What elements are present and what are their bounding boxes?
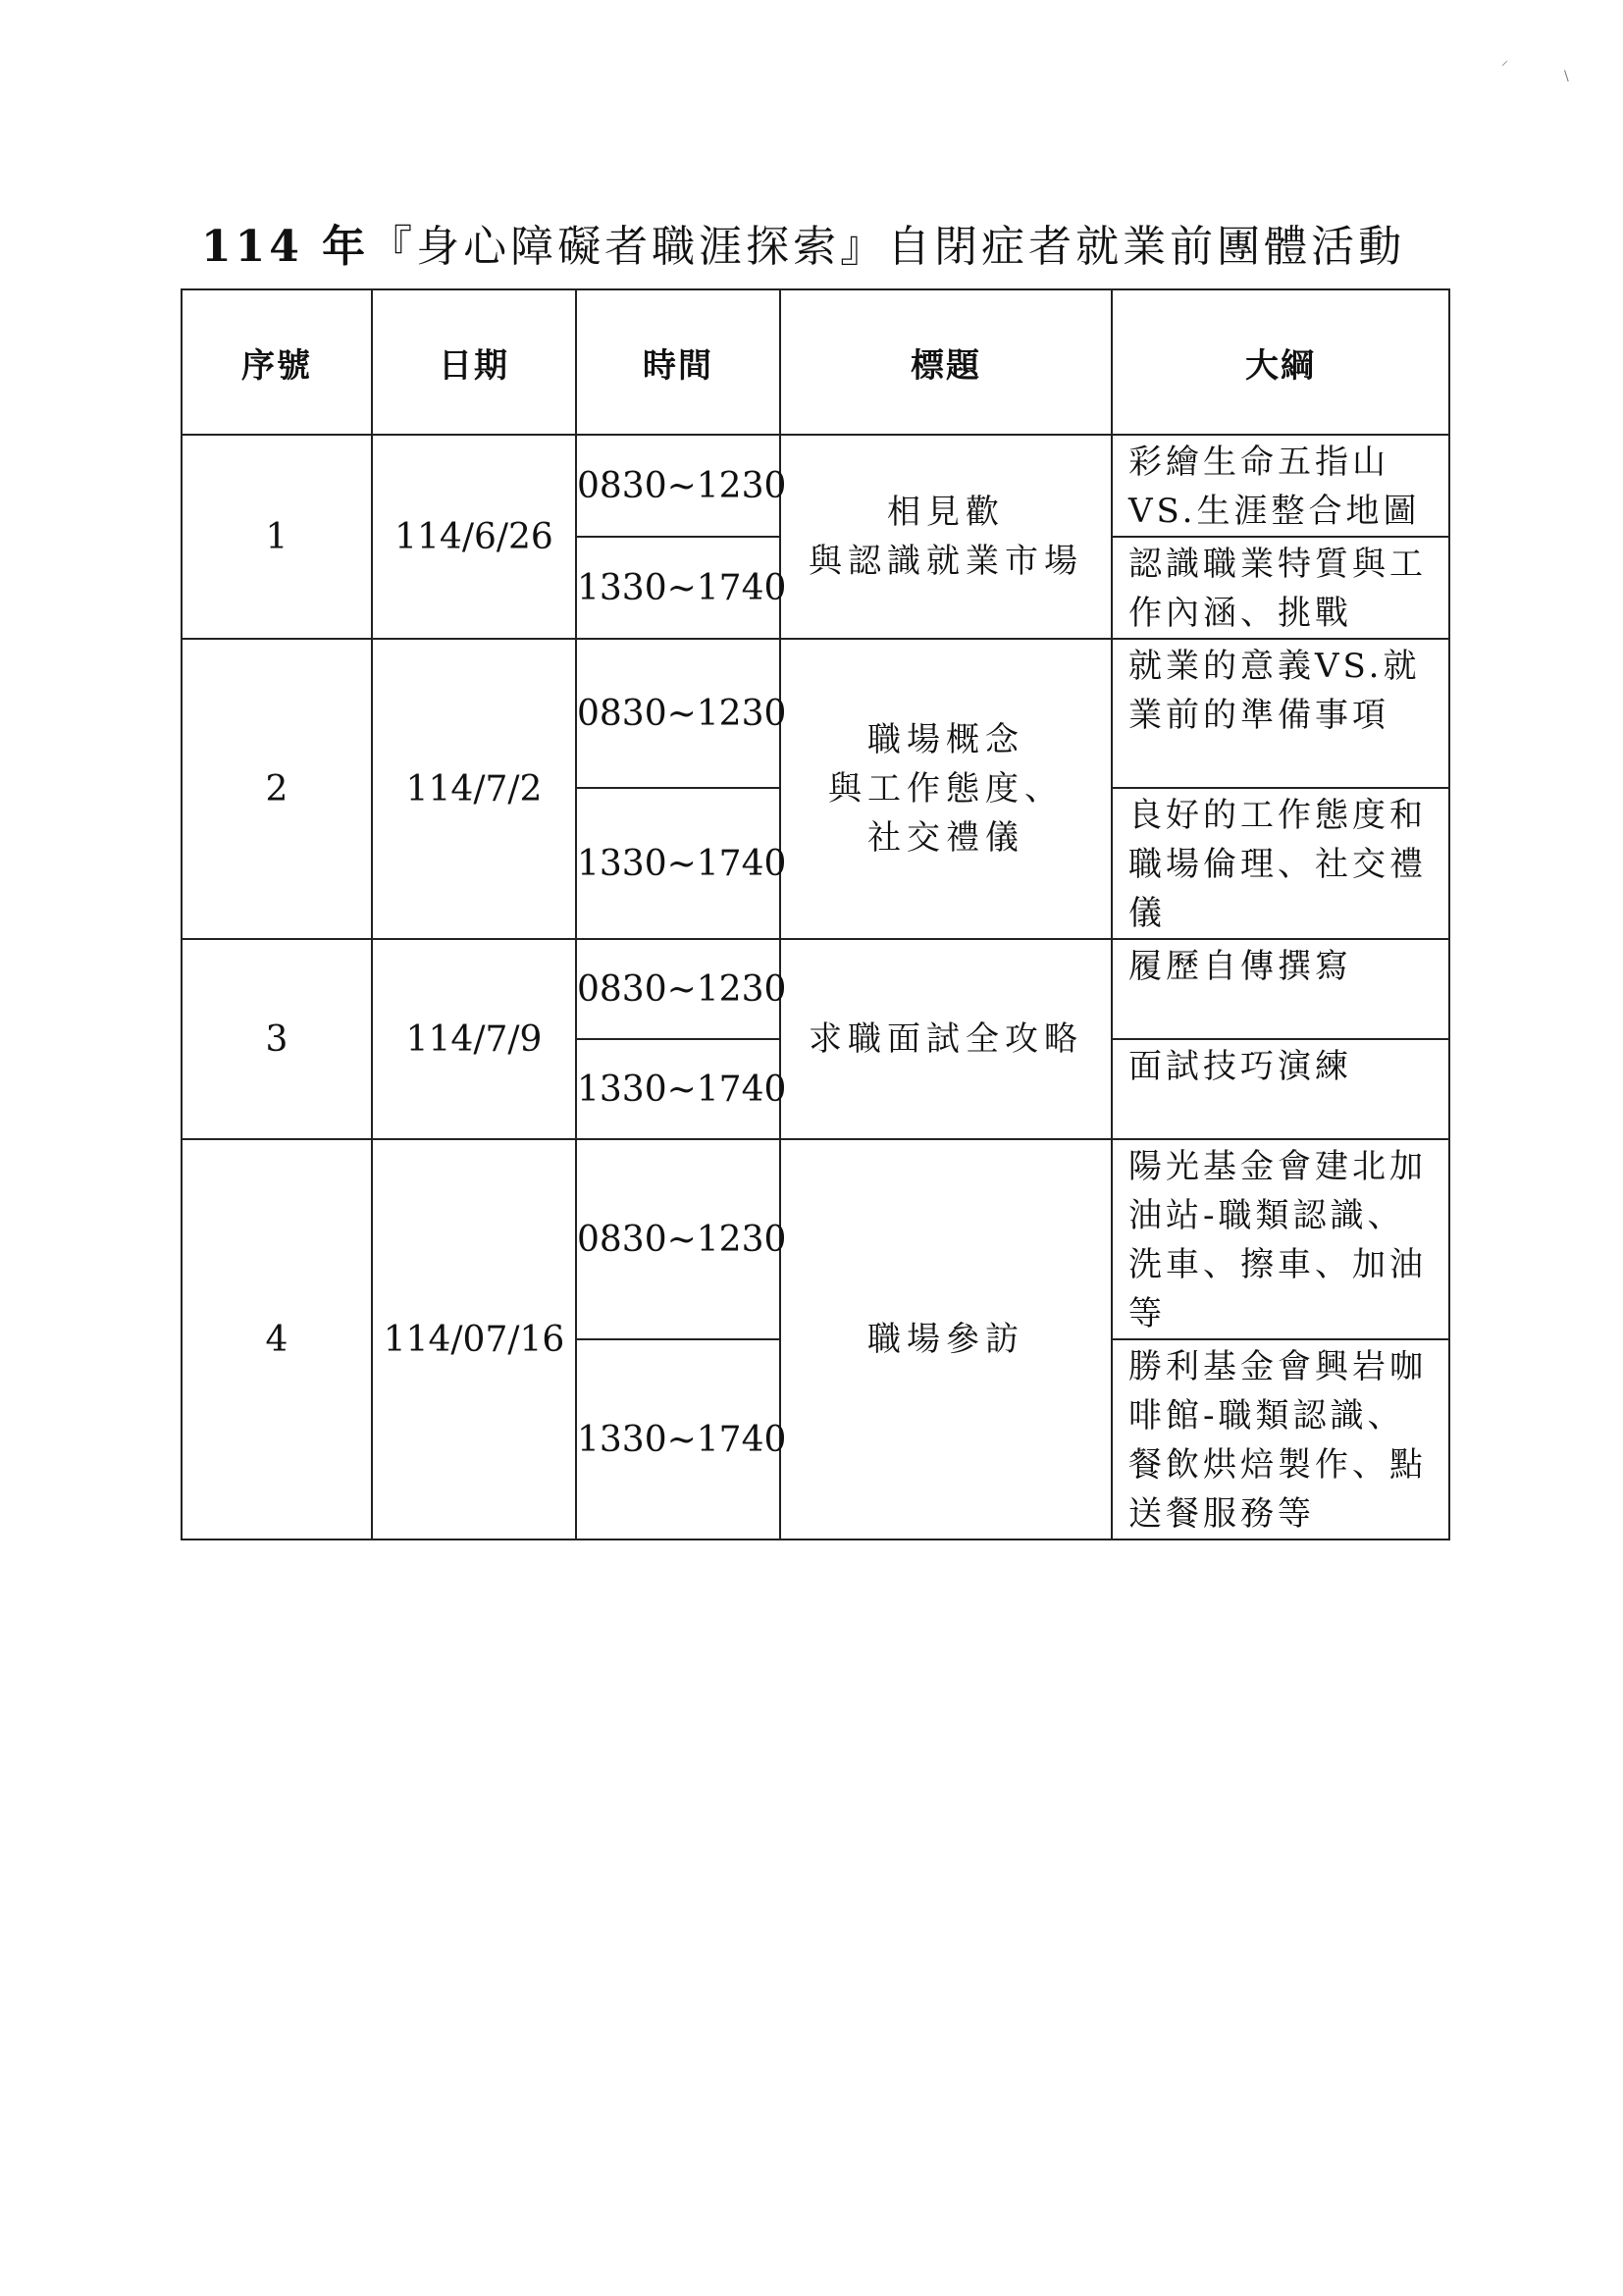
header-time: 時間 — [576, 289, 780, 435]
header-outline: 大綱 — [1112, 289, 1449, 435]
schedule-table — [181, 288, 1450, 1540]
row-title-line: 與認識就業市場 — [809, 542, 1083, 581]
title-text: 『身心障礙者職涯探索』自閉症者就業前團體活動 — [369, 222, 1406, 272]
session-time: 0830~1230 — [576, 435, 780, 537]
table-row — [182, 435, 1449, 537]
session-outline: 彩繪生命五指山VS.生涯整合地圖 — [1112, 435, 1449, 537]
session-time: 1330~1740 — [576, 788, 780, 939]
row-date: 114/7/2 — [372, 639, 576, 939]
session-outline: 面試技巧演練 — [1112, 1039, 1449, 1139]
session-outline: 陽光基金會建北加油站-職類認識、洗車、擦車、加油等 — [1112, 1139, 1449, 1339]
table-row — [182, 1139, 1449, 1339]
session-outline: 認識職業特質與工作內涵、挑戰 — [1112, 537, 1449, 639]
session-outline: 勝利基金會興岩咖啡館-職類認識、餐飲烘焙製作、點送餐服務等 — [1112, 1339, 1449, 1539]
session-time: 0830~1230 — [576, 639, 780, 788]
header-number: 序號 — [182, 289, 372, 435]
session-outline: 履歷自傳撰寫 — [1112, 939, 1449, 1039]
page-title — [201, 211, 1438, 274]
row-number: 1 — [182, 435, 372, 639]
row-title-line: 與工作態度、 — [828, 769, 1064, 809]
session-time: 0830~1230 — [576, 939, 780, 1039]
session-time: 1330~1740 — [576, 1339, 780, 1539]
row-date: 114/6/26 — [372, 435, 576, 639]
row-title-line: 求職面試全攻略 — [809, 1019, 1083, 1059]
row-number: 2 — [182, 639, 372, 939]
row-title — [780, 639, 1112, 939]
row-date: 114/07/16 — [372, 1139, 576, 1539]
row-title — [780, 435, 1112, 639]
table-header-row — [182, 289, 1449, 435]
scan-speck: \ — [1564, 69, 1569, 84]
row-title-line: 職場參訪 — [867, 1320, 1024, 1359]
session-time: 1330~1740 — [576, 1039, 780, 1139]
table-row — [182, 639, 1449, 788]
session-outline: 就業的意義VS.就業前的準備事項 — [1112, 639, 1449, 788]
row-title — [780, 1139, 1112, 1539]
header-title: 標題 — [780, 289, 1112, 435]
session-time: 1330~1740 — [576, 537, 780, 639]
row-title-line: 社交禮儀 — [867, 818, 1024, 858]
row-date: 114/7/9 — [372, 939, 576, 1139]
session-outline: 良好的工作態度和職場倫理、社交禮儀 — [1112, 788, 1449, 939]
scan-speck: ⸝ — [1501, 53, 1508, 69]
row-title — [780, 939, 1112, 1139]
table-row — [182, 939, 1449, 1039]
row-title-line: 相見歡 — [887, 493, 1005, 532]
row-title-line: 職場概念 — [867, 720, 1024, 759]
row-number: 4 — [182, 1139, 372, 1539]
session-time: 0830~1230 — [576, 1139, 780, 1339]
header-date: 日期 — [372, 289, 576, 435]
row-number: 3 — [182, 939, 372, 1139]
title-year: 114 年 — [201, 222, 370, 272]
